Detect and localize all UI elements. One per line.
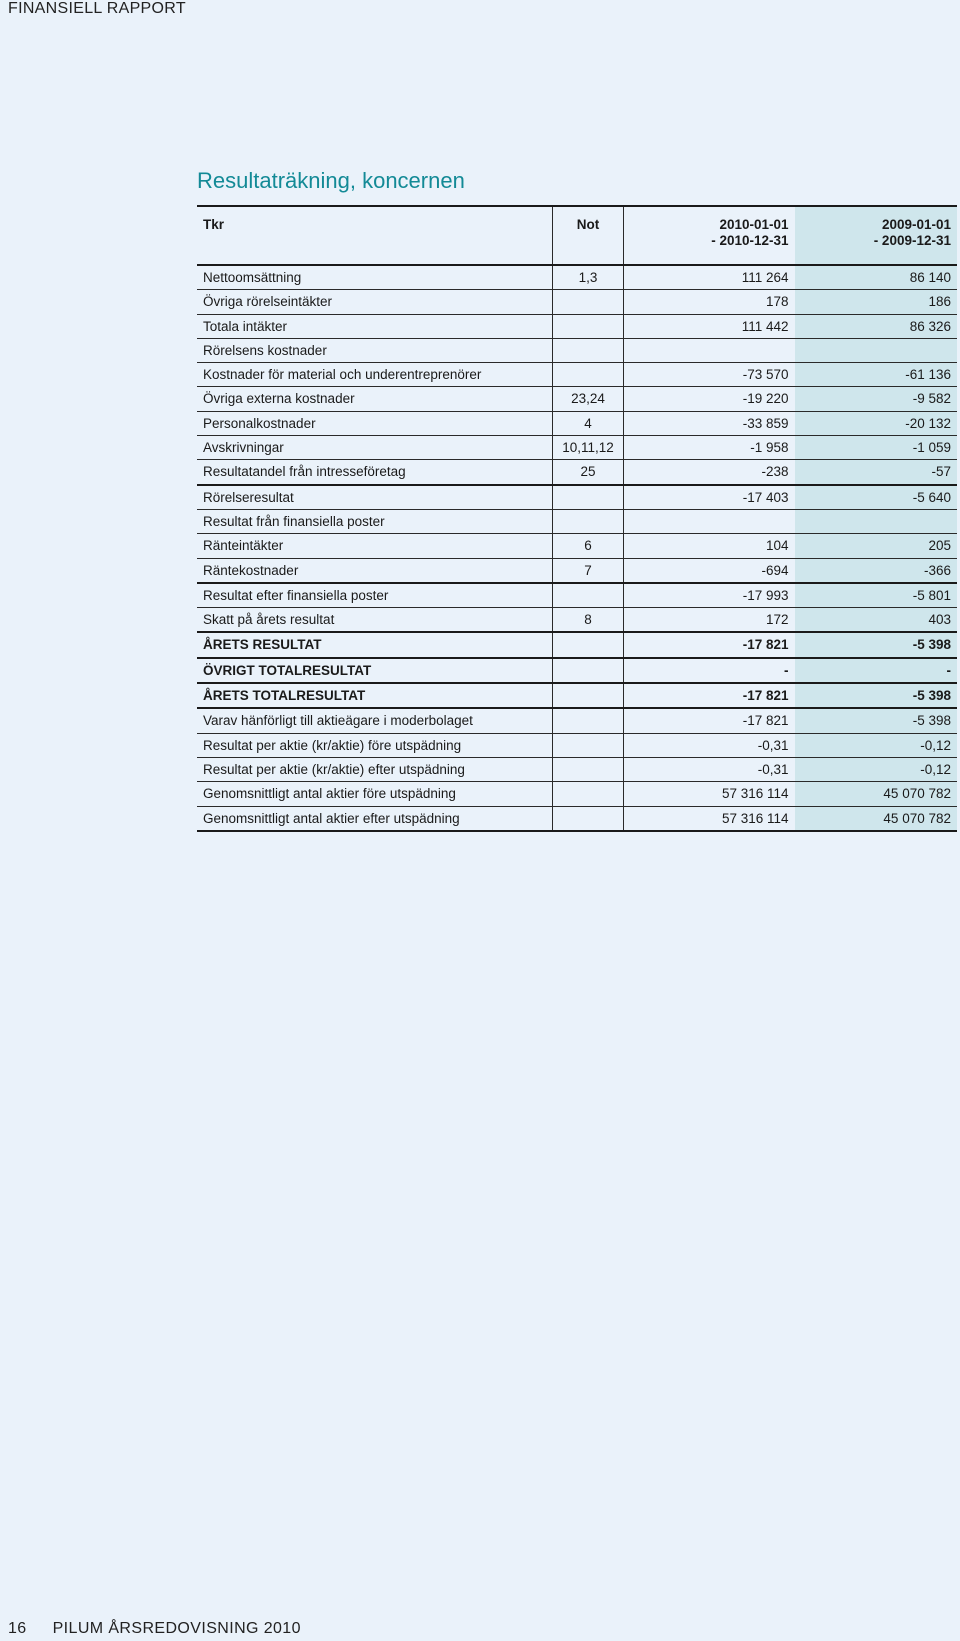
row-label: Rörelseresultat <box>197 485 552 510</box>
table-row <box>197 757 957 781</box>
row-value-2010: 57 316 114 <box>624 806 795 831</box>
row-value-2010: 172 <box>624 608 795 633</box>
row-value-2009: -366 <box>795 558 957 583</box>
table-row <box>197 363 957 387</box>
table-row <box>197 683 957 708</box>
row-value-2010: -17 993 <box>624 583 795 608</box>
table-row <box>197 583 957 608</box>
row-value-2009: -5 398 <box>795 683 957 708</box>
header-period-2010-start: 2010-01-01 <box>719 217 789 232</box>
header-period-2009-start: 2009-01-01 <box>881 217 951 232</box>
row-value-2010: -694 <box>624 558 795 583</box>
row-value-2010: 178 <box>624 290 795 314</box>
row-note <box>552 782 623 806</box>
header-period-2010-end: - 2010-12-31 <box>711 233 789 248</box>
row-value-2009: 86 326 <box>795 314 957 338</box>
row-label: Ränteintäkter <box>197 534 552 558</box>
row-label: Nettoomsättning <box>197 265 552 290</box>
publication-title: PILUM ÅRSREDOVISNING 2010 <box>52 1620 301 1637</box>
row-note <box>552 314 623 338</box>
row-note: 8 <box>552 608 623 633</box>
row-label: Resultat efter finansiella poster <box>197 583 552 608</box>
row-value-2009: -0,12 <box>795 733 957 757</box>
row-value-2010: -73 570 <box>624 363 795 387</box>
row-label: ÅRETS TOTALRESULTAT <box>197 683 552 708</box>
row-note <box>552 757 623 781</box>
table-row <box>197 608 957 633</box>
row-value-2010: - <box>624 658 795 683</box>
section-header: FINANSIELL RAPPORT <box>8 0 186 17</box>
row-label: Varav hänförligt till aktieägare i moderbolaget <box>197 708 552 733</box>
row-label: Totala intäkter <box>197 314 552 338</box>
row-value-2010: -0,31 <box>624 757 795 781</box>
table-row <box>197 708 957 733</box>
row-label: ÖVRIGT TOTALRESULTAT <box>197 658 552 683</box>
row-value-2010: -33 859 <box>624 411 795 435</box>
row-value-2009: -5 398 <box>795 708 957 733</box>
row-label: Övriga externa kostnader <box>197 387 552 411</box>
table-row <box>197 314 957 338</box>
row-label: Skatt på årets resultat <box>197 608 552 633</box>
row-note <box>552 485 623 510</box>
row-value-2009: 205 <box>795 534 957 558</box>
header-note: Not <box>552 206 623 265</box>
row-label: Personalkostnader <box>197 411 552 435</box>
row-value-2009: -61 136 <box>795 363 957 387</box>
table-row <box>197 460 957 485</box>
row-value-2010: -1 958 <box>624 436 795 460</box>
row-value-2009: 45 070 782 <box>795 782 957 806</box>
row-note: 23,24 <box>552 387 623 411</box>
row-label: Rörelsens kostnader <box>197 338 552 362</box>
row-label: Övriga rörelseintäkter <box>197 290 552 314</box>
row-note: 4 <box>552 411 623 435</box>
row-note <box>552 338 623 362</box>
row-value-2010: -17 821 <box>624 683 795 708</box>
row-note: 6 <box>552 534 623 558</box>
row-value-2010: -19 220 <box>624 387 795 411</box>
row-value-2010: 111 264 <box>624 265 795 290</box>
row-value-2009: - <box>795 658 957 683</box>
header-period-2009 <box>795 206 957 265</box>
row-note <box>552 806 623 831</box>
row-label: Avskrivningar <box>197 436 552 460</box>
row-value-2009: 45 070 782 <box>795 806 957 831</box>
table-row <box>197 411 957 435</box>
row-note: 7 <box>552 558 623 583</box>
row-note <box>552 658 623 683</box>
row-value-2009: -0,12 <box>795 757 957 781</box>
row-value-2009: -20 132 <box>795 411 957 435</box>
table-row <box>197 338 957 362</box>
row-value-2009: -5 801 <box>795 583 957 608</box>
page-footer <box>8 1620 301 1638</box>
header-item: Tkr <box>197 206 552 265</box>
row-value-2009 <box>795 509 957 533</box>
row-note <box>552 509 623 533</box>
row-value-2009: -9 582 <box>795 387 957 411</box>
row-value-2010 <box>624 509 795 533</box>
page-title: Resultaträkning, koncernen <box>197 167 465 193</box>
header-period-2010 <box>624 206 795 265</box>
row-note <box>552 583 623 608</box>
row-label: Kostnader för material och underentreprenörer <box>197 363 552 387</box>
row-value-2010: -238 <box>624 460 795 485</box>
row-value-2010: -17 821 <box>624 632 795 657</box>
table-row <box>197 806 957 831</box>
row-value-2009: -5 640 <box>795 485 957 510</box>
table-row <box>197 509 957 533</box>
row-note <box>552 363 623 387</box>
row-value-2009: 86 140 <box>795 265 957 290</box>
table-row <box>197 436 957 460</box>
row-note <box>552 632 623 657</box>
income-statement-table <box>197 205 957 832</box>
row-note <box>552 290 623 314</box>
table-row <box>197 632 957 657</box>
page-number: 16 <box>8 1620 27 1637</box>
row-value-2010: -17 821 <box>624 708 795 733</box>
row-value-2010: 104 <box>624 534 795 558</box>
row-value-2009: -5 398 <box>795 632 957 657</box>
table-row <box>197 782 957 806</box>
row-value-2010 <box>624 338 795 362</box>
header-period-2009-end: - 2009-12-31 <box>873 233 951 248</box>
table-row <box>197 265 957 290</box>
row-label: ÅRETS RESULTAT <box>197 632 552 657</box>
row-value-2010: -17 403 <box>624 485 795 510</box>
table-row <box>197 733 957 757</box>
row-value-2010: 57 316 114 <box>624 782 795 806</box>
table-row <box>197 558 957 583</box>
row-label: Genomsnittligt antal aktier före utspädning <box>197 782 552 806</box>
table-row <box>197 658 957 683</box>
row-label: Räntekostnader <box>197 558 552 583</box>
row-value-2009: 186 <box>795 290 957 314</box>
row-label: Genomsnittligt antal aktier efter utspädning <box>197 806 552 831</box>
row-value-2009: -1 059 <box>795 436 957 460</box>
row-note <box>552 708 623 733</box>
row-note <box>552 683 623 708</box>
row-label: Resultat per aktie (kr/aktie) före utspädning <box>197 733 552 757</box>
table-header-row <box>197 206 957 265</box>
row-value-2010: -0,31 <box>624 733 795 757</box>
row-value-2009: 403 <box>795 608 957 633</box>
row-label: Resultat per aktie (kr/aktie) efter utspädning <box>197 757 552 781</box>
row-value-2009: -57 <box>795 460 957 485</box>
table-row <box>197 387 957 411</box>
row-note: 10,11,12 <box>552 436 623 460</box>
table-row <box>197 290 957 314</box>
row-value-2010: 111 442 <box>624 314 795 338</box>
row-note: 25 <box>552 460 623 485</box>
row-note <box>552 733 623 757</box>
row-value-2009 <box>795 338 957 362</box>
table-row <box>197 534 957 558</box>
table-row <box>197 485 957 510</box>
row-label: Resultatandel från intresseföretag <box>197 460 552 485</box>
row-label: Resultat från finansiella poster <box>197 509 552 533</box>
row-note: 1,3 <box>552 265 623 290</box>
